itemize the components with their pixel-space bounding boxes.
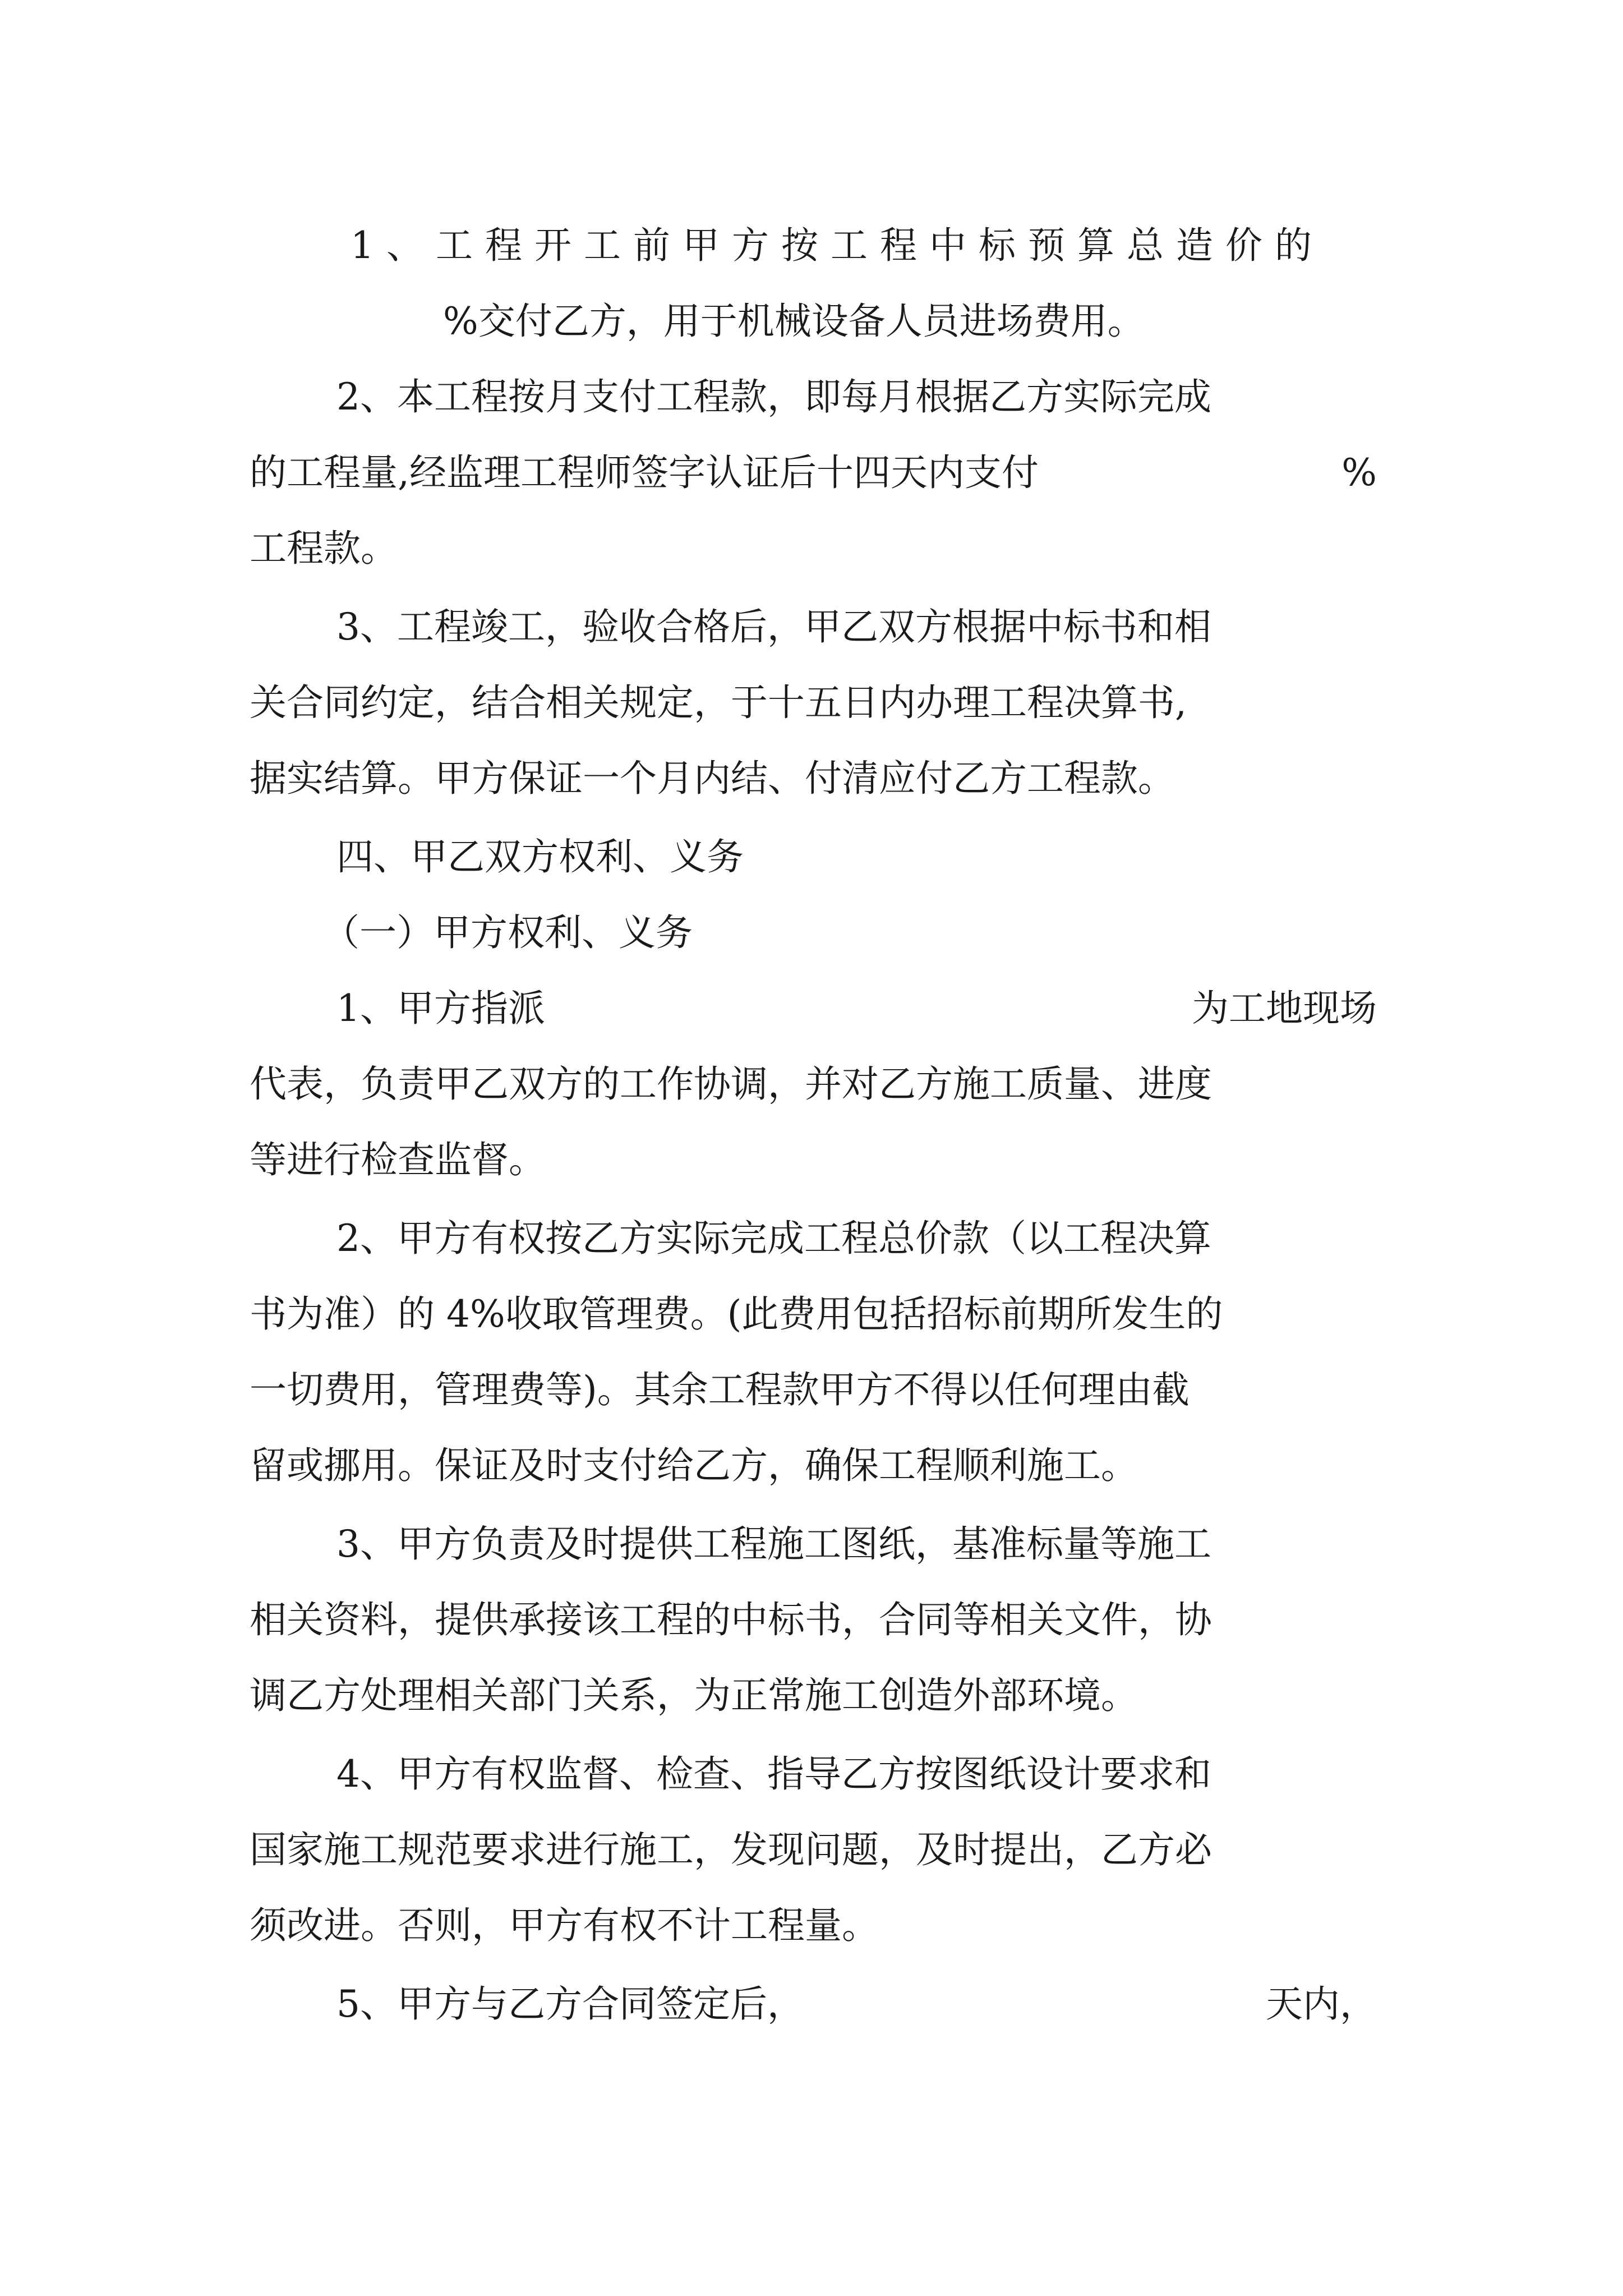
text-segment: 1、甲方指派 [336,987,545,1030]
text-line: 代表，负责甲乙双方的工作协调，并对乙方施工质量、进度 [250,1062,1212,1106]
text-line: 一切费用，管理费等)。其余工程款甲方不得以任何理由截 [250,1368,1189,1411]
text-segment: 的工程量,经监理工程师签字认证后十四天内支付 [250,451,1039,494]
text-line: 3、工程竣工，验收合格后，甲乙双方根据中标书和相 [336,605,1211,648]
text-line: 国家施工规范要求进行施工，发现问题，及时提出，乙方必 [250,1828,1212,1871]
payment-clause-1 [250,208,1377,359]
text-line: 4、甲方有权监督、检查、指导乙方按图纸设计要求和 [336,1752,1211,1796]
percent-mark: % [1341,451,1377,494]
text-line: 工程款。 [250,527,398,570]
text-line-with-blank [250,435,1377,510]
text-segment: 天内， [1266,1982,1377,2026]
text-line: 3、甲方负责及时提供工程施工图纸，基准标量等施工 [336,1522,1211,1566]
text-line: %交付乙方，用于机械设备人员进场费用。 [443,300,1145,343]
text-line: 1、工程开工前甲方按工程中标预算总造价的 [351,224,1324,267]
text-line: 调乙方处理相关部门关系，为正常施工创造外部环境。 [250,1674,1138,1717]
text-line: 书为准）的 4%收取管理费。(此费用包括招标前期所发生的 [250,1292,1223,1336]
subsection-title: （一）甲方权利、义务 [322,911,693,954]
text-line: 2、本工程按月支付工程款，即每月根据乙方实际完成 [336,375,1211,418]
text-segment: 5、甲方与乙方合同签定后， [336,1982,804,2026]
text-line: 相关资料，提供承接该工程的中标书，合同等相关文件，协 [250,1598,1212,1641]
text-line: 等进行检查监督。 [250,1138,546,1181]
payment-clause-3 [250,589,1377,816]
text-line-with-blank [250,1966,1377,2042]
text-segment: 为工地现场 [1192,987,1377,1030]
text-line: 2、甲方有权按乙方实际完成工程总价款（以工程决算 [336,1217,1211,1260]
party-a-clause-5 [250,1966,1377,2042]
text-line: 须改进。否则，甲方有权不计工程量。 [250,1904,879,1947]
party-a-clause-4 [250,1736,1377,1963]
party-a-clause-2 [250,1200,1377,1503]
payment-clause-2 [250,359,1377,586]
party-a-clause-1 [250,970,1377,1198]
subsection-heading [250,895,1377,970]
section-title: 四、甲乙双方权利、义务 [336,835,744,878]
party-a-clause-3 [250,1506,1377,1733]
text-line: 关合同约定，结合相关规定，于十五日内办理工程决算书, [250,681,1187,724]
text-line: 留或挪用。保证及时支付给乙方，确保工程顺利施工。 [250,1444,1138,1487]
text-line: 据实结算。甲方保证一个月内结、付清应付乙方工程款。 [250,757,1175,800]
section-heading [250,819,1377,895]
text-line-with-blank [250,970,1377,1046]
